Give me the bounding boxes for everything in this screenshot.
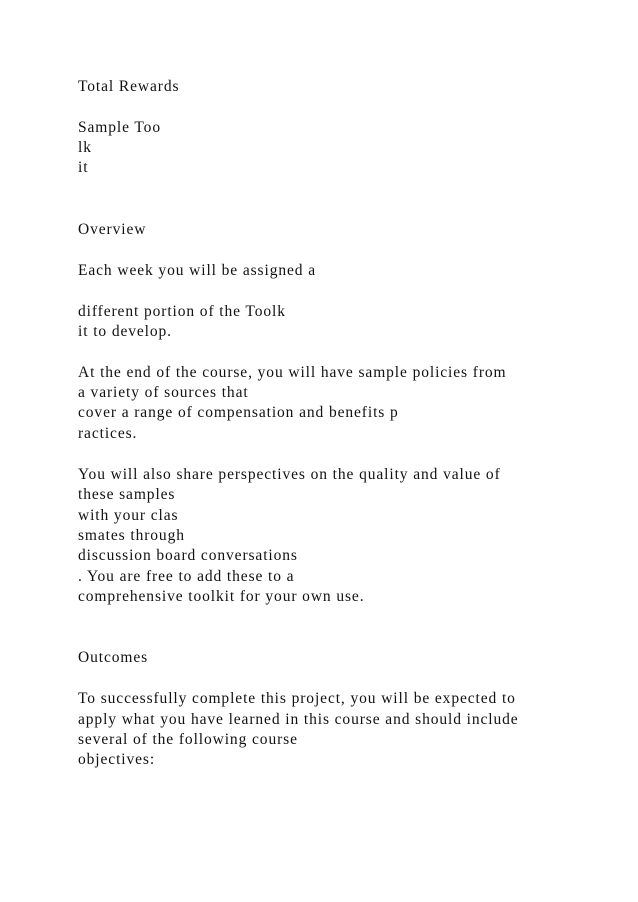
outcomes-heading: Outcomes [78,649,149,666]
paragraph-1-line-3: it to develop. [78,323,172,340]
document-title: Total Rewards [78,78,180,95]
paragraph-3-line-5: discussion board conversations [78,547,298,564]
paragraph-1-line-1: Each week you will be assigned a [78,262,316,279]
paragraph-3-line-2: these samples [78,486,176,503]
paragraph-4-line-2: apply what you have learned in this course and should include [78,711,519,728]
paragraph-2-line-3: cover a range of compensation and benefits p [78,404,399,421]
subtitle-line-2: lk [78,139,92,156]
subtitle-line-3: it [78,159,89,176]
paragraph-4-line-3: several of the following course [78,731,298,748]
paragraph-2-line-1: At the end of the course, you will have sample policies from [78,364,507,381]
paragraph-3-line-3: with your clas [78,507,179,524]
paragraph-3-line-6: . You are free to add these to a [78,568,295,585]
paragraph-4-line-1: To successfully complete this project, you will be expected to [78,690,516,707]
paragraph-2-line-4: ractices. [78,425,138,442]
paragraph-3-line-7: comprehensive toolkit for your own use. [78,588,365,605]
paragraph-2-line-2: a variety of sources that [78,384,249,401]
paragraph-4-line-4: objectives: [78,751,156,768]
paragraph-1-line-2: different portion of the Toolk [78,303,286,320]
paragraph-3-line-1: You will also share perspectives on the quality and value of [78,466,501,483]
paragraph-3-line-4: smates through [78,527,185,544]
overview-heading: Overview [78,221,147,238]
subtitle-line-1: Sample Too [78,119,161,136]
